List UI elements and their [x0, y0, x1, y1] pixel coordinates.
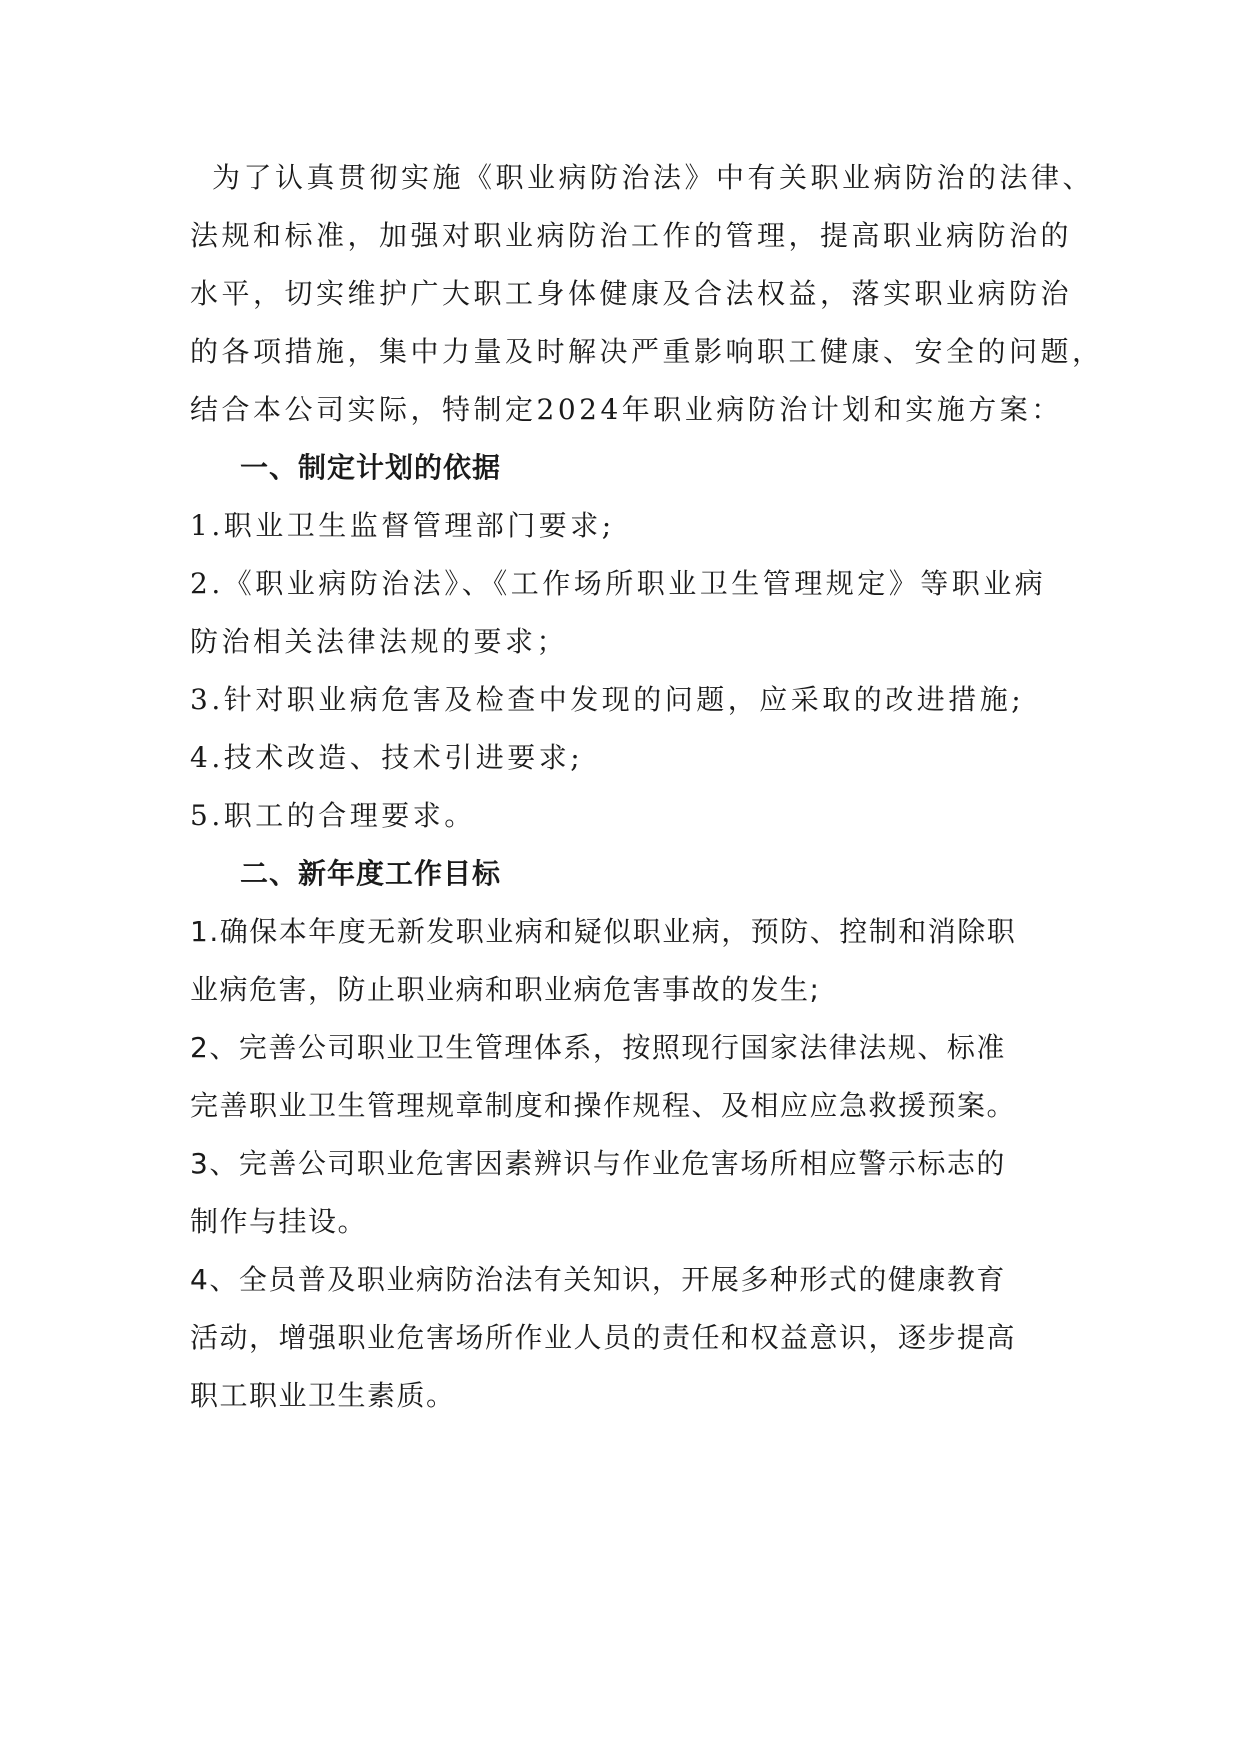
section-1-item-1: 1.职业卫生监督管理部门要求; — [190, 509, 615, 542]
section-2-item-2: 2、完善公司职业卫生管理体系，按照现行国家法律法规、标准 — [190, 1031, 1006, 1064]
section-2-item-1: 1.确保本年度无新发职业病和疑似职业病，预防、控制和消除职 — [190, 915, 1017, 948]
intro-line-5: 结合本公司实际，特制定2024年职业病防治计划和实施方案： — [190, 393, 1063, 426]
section-1-item-2-cont: 防治相关法律法规的要求； — [190, 625, 569, 658]
section-1-heading: 一、制定计划的依据 — [240, 451, 502, 484]
section-1-item-5: 5.职工的合理要求。 — [190, 799, 476, 832]
section-2-item-3: 3、完善公司职业危害因素辨识与作业危害场所相应警示标志的 — [190, 1147, 1006, 1180]
intro-line-4: 的各项措施，集中力量及时解决严重影响职工健康、安全的问题， — [190, 335, 1104, 368]
intro-line-1: 为了认真贯彻实施《职业病防治法》中有关职业病防治的法律、 — [212, 161, 1095, 194]
section-1-item-2: 2.《职业病防治法》、《工作场所职业卫生管理规定》等职业病 — [190, 567, 1047, 600]
section-2-item-4-cont-2: 职工职业卫生素质。 — [190, 1379, 456, 1412]
section-2-item-4: 4、全员普及职业病防治法有关知识，开展多种形式的健康教育 — [190, 1263, 1006, 1296]
section-2-item-4-cont: 活动，增强职业危害场所作业人员的责任和权益意识，逐步提高 — [190, 1321, 1017, 1354]
section-2-item-2-cont: 完善职业卫生管理规章制度和操作规程、及相应应急救援预案。 — [190, 1089, 1017, 1122]
section-2-item-1-cont: 业病危害，防止职业病和职业病危害事故的发生; — [190, 973, 821, 1006]
section-1-item-3: 3.针对职业病危害及检查中发现的问题，应采取的改进措施; — [190, 683, 1025, 716]
intro-line-2: 法规和标准，加强对职业病防治工作的管理，提高职业病防治的 — [190, 219, 1073, 252]
section-1-item-4: 4.技术改造、技术引进要求; — [190, 741, 584, 774]
intro-line-3: 水平，切实维护广大职工身体健康及合法权益，落实职业病防治 — [190, 277, 1073, 310]
section-2-heading: 二、新年度工作目标 — [240, 857, 502, 890]
section-2-item-3-cont: 制作与挂设。 — [190, 1205, 368, 1238]
